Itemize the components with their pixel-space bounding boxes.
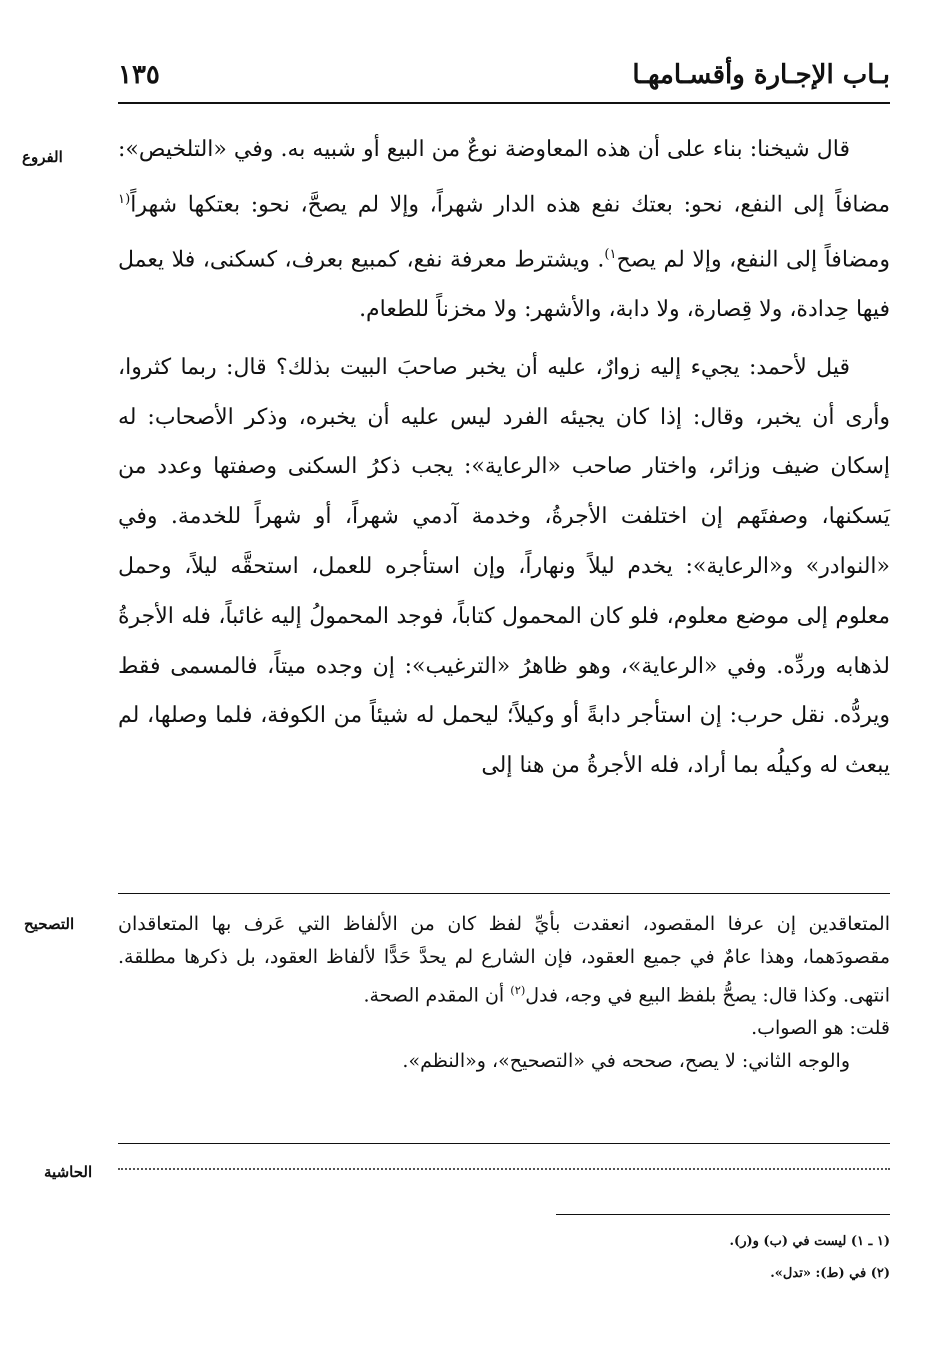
footnote-marker-1-end: ١) [604,246,617,262]
tashih-divider [118,1143,890,1144]
footnote-2: (٢) في (ط): «تدل». [770,1266,890,1281]
page-number: ١٣٥ [118,60,160,90]
chapter-title: بـاب الإجـارة وأقسـامهـا [632,60,890,90]
main-paragraph-1: قال شيخنا: بناء على أن هذه المعاوضة نوعٌ من البيع أو شبيه به. وفي «التلخيص»: مضافاً إلى النفع، نحو: بعتك نفع هذه الدار شهراً، وإلا لم يصحَّ، نحو: بعتكها شهراً$^{(١}$ ومضافاً إلى النفع، وإلا لم يصح$^{١)}$. ويشترط معرفة نفع، كمبيع بعرف، كسكنى، فلا يعمل فيها حِدادة، ولا قِصارة، ولا دابة، والأشهر: ولا مخزناً للطعام. [118,137,891,323]
tashih-paragraph-1: المتعاقدين إن عرفا المقصود، انعقدت بأيِّ لفظ كان من الألفاظ التي عَرف بها المتعاقدان مقصودَهما، وهذا عامٌ في جميع العقود، فإن الشارع لم يحدَّ حَدًّا لألفاظ العقود، بل ذكرها مطلقة. انتهى. وكذا قال: يصحُّ بلفظ البيع في وجه، فدل$^{(٢)}$ أن المقدم الصحة. [118,913,890,1007]
footnote-separator [556,1214,890,1215]
header-rule [118,102,890,104]
hashiya-dotted-line [118,1168,890,1170]
tashih-paragraph-2: قلت: هو الصواب. [751,1017,890,1040]
main-paragraph-2: قيل لأحمد: يجيء إليه زوارٌ، عليه أن يخبر صاحبَ البيت بذلك؟ قال: ربما كثروا، وأرى أن يخبر، وقال: إذا كان يجيئه الفرد ليس عليه أن يخبره، وذكر الأصحاب: له إسكان ضيف وزائر، واختار صاحب «الرعاية»: يجب ذكرُ السكنى وصفتها وعدد من يَسكنها، وصفتَهم إن اختلفت الأجرةُ، وخدمة آدمي شهراً، أو شهراً للخدمة. وفي «النوادر» و«الرعاية»: يخدم ليلاً ونهاراً، وإن استأجره للعمل، استحقَّه ليلاً، وحمل معلوم إلى موضع معلوم، فلو كان المحمول كتاباً، فوجد المحمولُ إليه غائباً، فله الأجرةُ لذهابه وردِّه. وفي «الرعاية»، وهو ظاهرُ «الترغيب»: إن وجده ميتاً، فالمسمى فقط ويردُّه. نقل حرب: إن استأجر دابةً أو وكيلاً؛ ليحمل له شيئاً من الكوفة، فلما وصلها، لم يبعث له وكيلُه بما أراد، فله الأجرةُ من هنا إلى [118,354,891,779]
main-divider [118,893,890,894]
side-label-furu: الفروع [22,148,63,166]
side-label-tashih: التصحيح [24,915,75,933]
footnote-marker-2: (٢) [510,983,526,997]
footnote-1: (١ ـ ١) ليست في (ب) و(ر). [729,1234,890,1249]
side-label-hashiya: الحاشية [44,1163,93,1181]
main-text [118,125,890,791]
page-header [118,56,890,104]
tashih-text [118,908,890,1078]
footnote-marker-1-start: (١ [118,191,131,207]
tashih-paragraph-3: والوجه الثاني: لا يصح، صححه في «التصحيح»، و«النظم». [402,1050,850,1073]
